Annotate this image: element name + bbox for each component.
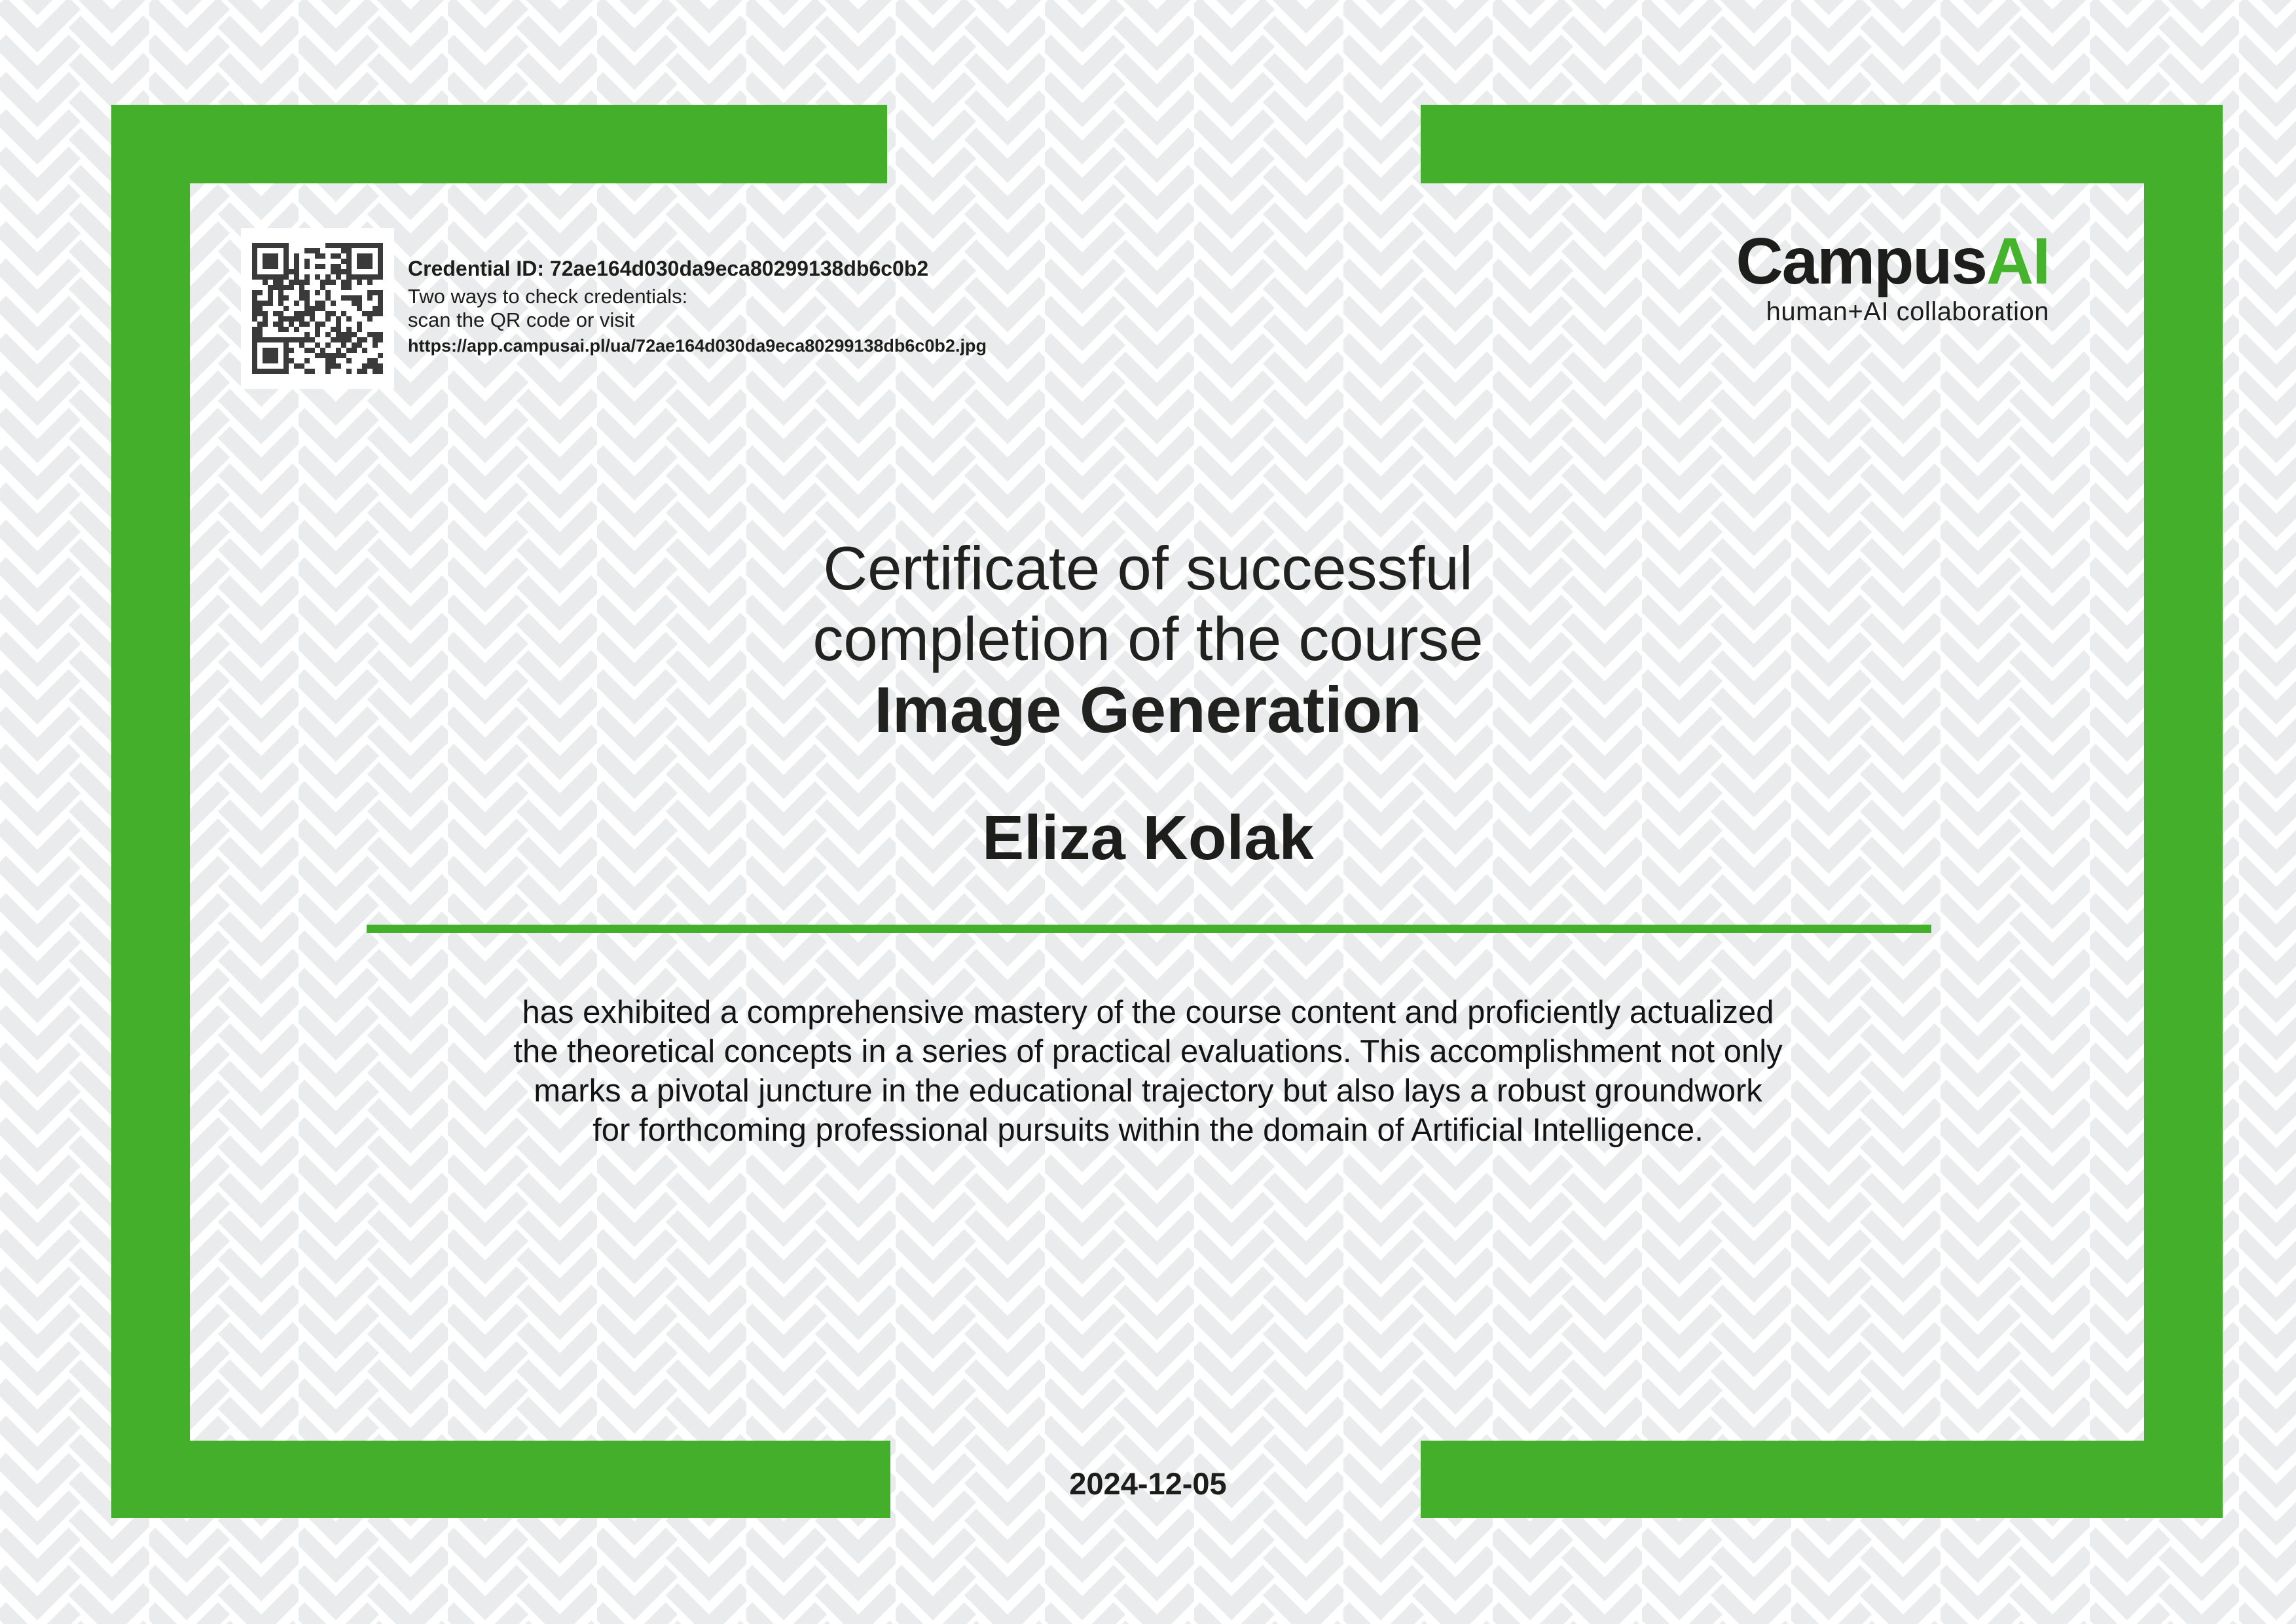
frame-top-right-bar: [1421, 105, 2223, 183]
issue-date: 2024-12-05: [1069, 1466, 1227, 1501]
certificate-title: [0, 533, 2296, 745]
divider-line: [367, 925, 1931, 933]
body-line-3: marks a pivotal juncture in the educational trajectory but also lays a robust groundwork: [534, 1073, 1762, 1109]
credential-id: Credential ID: 72ae164d030da9eca80299138db6c0b2: [408, 257, 929, 280]
qr-code: [241, 228, 394, 389]
qr-code-image: [252, 243, 383, 374]
course-name: Image Generation: [874, 673, 1422, 746]
title-line-2: completion of the course: [812, 604, 1484, 673]
logo-wordmark: [1736, 225, 2049, 298]
body-line-4: for forthcoming professional pursuits within the domain of Artificial Intelligence.: [592, 1113, 1704, 1148]
logo-tagline: human+AI collaboration: [1766, 297, 2049, 326]
body-text: [0, 993, 2296, 1150]
brand-logo: [1736, 225, 2049, 327]
credential-url: https://app.campusai.pl/ua/72ae164d030da9eca80299138db6c0b2.jpg: [408, 336, 987, 356]
credential-check-line1: Two ways to check credentials:: [408, 285, 688, 308]
credential-check-line2: scan the QR code or visit: [408, 308, 635, 331]
frame-top-left-bar: [111, 105, 887, 183]
credential-info: [408, 255, 987, 358]
logo-ai-text: AI: [1986, 225, 2049, 298]
logo-campus-text: Campus: [1736, 225, 1986, 298]
body-line-1: has exhibited a comprehensive mastery of the course content and proficiently actualized: [522, 995, 1774, 1030]
body-line-2: the theoretical concepts in a series of practical evaluations. This accomplishment not only: [513, 1034, 1783, 1069]
recipient-name: Eliza Kolak: [982, 803, 1314, 873]
title-line-1: Certificate of successful: [823, 534, 1473, 602]
